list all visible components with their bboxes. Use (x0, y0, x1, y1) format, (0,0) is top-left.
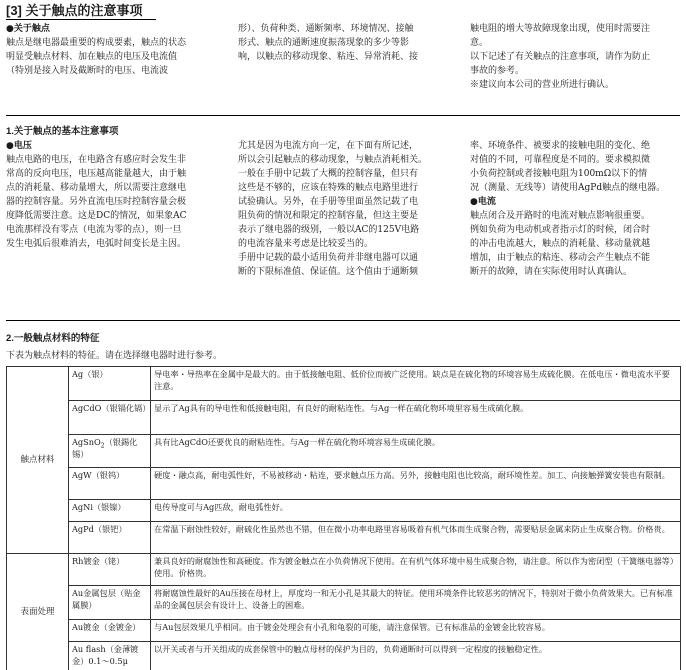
section-1-column-3 (470, 139, 665, 279)
material-description: 硬度・融点高，耐电弧性好，不易被移动・粘连，要求触点压力高。另外，接触电阻也比较高，耐环境性差。加工、向接触弹簧安装也有限制。 (151, 468, 681, 500)
text-line: 触电阻的增大等故障现象出现，使用时需要注 (470, 24, 651, 34)
table-row (7, 401, 681, 435)
text-line: （特别是接入时及截断时的电压、电流波 (6, 66, 169, 76)
text-line: 所以会引起触点的移动现象，与触点消耗相关。 (238, 155, 428, 165)
text-line: 率、环境条件、被要求的接触电阻的变化、绝 (470, 141, 651, 151)
text-line: 尤其是因为电流方向一定，在下面有所记述， (238, 141, 419, 151)
text-line: 响，以触点的移动现象、粘连、异常消耗、接 (238, 52, 419, 62)
material-description: 具有比AgCdO还要优良的耐粘连性。与Ag一样在硫化物环境容易生成硫化膜。 (151, 435, 681, 468)
text-line: 发生电弧后很难消去，电弧时间变长是主因。 (6, 239, 187, 249)
material-description: 显示了Ag具有的导电性和低接触电阻，有良好的耐粘连性。与Ag一样在硫化物环境里容易生成硫化膜。 (151, 401, 681, 435)
text-line: 意。 (470, 38, 489, 48)
text-line: 增加，由于触点的粘连、移动会产生触点不能 (470, 253, 651, 263)
table-row (7, 367, 681, 401)
text-line: 对值的不同，可靠程度是不同的。要求模拟微 (470, 155, 651, 165)
material-name: AgPd（银钯） (69, 522, 151, 554)
text-line: 的电流容量来考虑是比较妥当的。 (238, 239, 374, 249)
text-line: 触点是继电器最重要的构成要素，触点的状态 (6, 38, 187, 48)
table-row (7, 586, 681, 620)
section-1-column-2 (238, 139, 427, 279)
material-name: Au金属包层（贴金属膜） (69, 586, 151, 620)
current-heading: ●电流 (470, 197, 496, 207)
intro-column-2 (238, 22, 418, 64)
text-line: 电流那样没有零点（电流为零的点），则一旦 (6, 225, 182, 235)
text-line: 小负荷控制或者接触电阻为100mΩ以下的情 (470, 169, 648, 179)
section-2-title: 2.一般触点材料的特征 (6, 333, 100, 344)
text-line: 形）、负荷种类、通断频率、环境情况、接触 (238, 24, 414, 34)
text-line: 一般在手册中记载了大概的控制容量，但只有 (238, 169, 419, 179)
material-description: 将耐腐蚀性最好的Au压接在母材上，厚度均一和无小孔是其最大的特征。使用环境条件比较恶劣的情况下，特别对于微小负荷效果大。已有标准品的金属包层会有设计上、设备上的困难。 (151, 586, 681, 620)
text-line: 触点电路的电压，在电路含有感应时会发生非 (6, 155, 187, 165)
table-row (7, 620, 681, 642)
table-row (7, 522, 681, 554)
material-name: AgNi（银镍） (69, 500, 151, 522)
table-row (7, 500, 681, 522)
table-row (7, 468, 681, 500)
intro-column-1 (6, 22, 186, 78)
text-line: 试验确认。另外，在手册等里面虽然记载了电 (238, 197, 419, 207)
text-line: 触点闭合及开路时的电流对触点影响很重要。 (470, 211, 651, 221)
material-name: AgW（银钨） (69, 468, 151, 500)
material-description: 电传导度可与Ag匹敌，耐电弧性好。 (151, 500, 681, 522)
material-name: Rh镀金（铑） (69, 554, 151, 586)
group-label-surface-treatment: 表面处理 (7, 554, 69, 670)
section-1-column-1 (6, 139, 187, 251)
table-row (7, 554, 681, 586)
material-name: Au flash（金薄镀金）0.1～0.5μ (69, 642, 151, 670)
material-description: 导电率・导热率在金属中是最大的。由于低接触电阻、低价位而被广泛使用。缺点是在硫化物的环境容易生成硫化膜。在低电压・微电流水平要注意。 (151, 367, 681, 401)
text-line: 手册中记载的最小适用负荷并非继电器可以通 (238, 253, 419, 263)
material-description: 以开关或者与开关组成的成套保管中的触点母材的保护为目的，负荷通断时可以得到一定程度的接触稳定性。 (151, 642, 681, 670)
text-line: 形式、触点的通断速度振荡现象的多少等影 (238, 38, 410, 48)
text-line: 以下记述了有关触点的注意事项，请作为防止 (470, 52, 651, 62)
text-line: 器的控制容量。另外直流电压时控制容量会极 (6, 197, 187, 207)
text-line: 这些是不够的，应该在特殊的触点电路里进行 (238, 183, 419, 193)
intro-column-3 (470, 22, 650, 92)
material-description: 在常温下耐蚀性较好，耐硫化性虽然也不错，但在微小功率电路里容易吸着有机气体而生成聚合物，需要贴层金属来防止生成聚合物。价格贵。 (151, 522, 681, 554)
text-line: 的冲击电流越大，触点的消耗量、移动量就越 (470, 239, 651, 249)
table-row (7, 642, 681, 670)
material-description: 兼具良好的耐腐蚀性和高硬度。作为镀金触点在小负荷情况下使用。在有机气体环境中易生成聚合物，请注意。所以作为密闭型（干簧继电器等）使用。价格贵。 (151, 554, 681, 586)
table-row (7, 435, 681, 468)
page-title: [3] 关于触点的注意事项 (6, 2, 156, 20)
text-line: ※建议向本公司的营业所进行确认。 (470, 80, 615, 90)
material-description: 与Au包层效果几乎相同。由于镀金处理会有小孔和龟裂的可能，请注意保管。已有标准品的金镀金比较容易。 (151, 620, 681, 642)
group-label-contact-material: 触点材料 (7, 367, 69, 554)
text-line: 断开的故障，请在实际使用时认真确认。 (470, 267, 633, 277)
text-line: 明显受触点材料、加在触点的电压及电流值 (6, 52, 178, 62)
material-name: AgSnO$_2$（银錫化锡） (69, 435, 151, 468)
table-intro: 下表为触点材料的特征。请在选择继电器时进行参考。 (6, 351, 223, 361)
material-name: Ag（银） (69, 367, 151, 401)
material-name: AgCdO（银镉化镉） (69, 401, 151, 435)
text-line: 例如负荷为电动机或者指示灯的时候，闭合时 (470, 225, 651, 235)
material-name: Au镀金（金镀金） (69, 620, 151, 642)
text-line: 断的下限标准值、保证值。这个值由于通断频 (238, 267, 419, 277)
divider (6, 320, 680, 321)
text-line: 点的消耗量、移动量增大，所以需要注意继电 (6, 183, 187, 193)
text-line: 度降低需要注意。这是DC的情况，如果象AC (6, 211, 187, 221)
text-line: 表示了继电器的级别，一般以AC的125V电路 (238, 225, 420, 235)
section-1-title: 1.关于触点的基本注意事项 (6, 126, 119, 137)
intro-heading: ●关于触点 (6, 24, 50, 34)
text-line: 常高的反向电压，电压越高能量越大，由于触 (6, 169, 187, 179)
text-line: 事故的参考。 (470, 66, 525, 76)
divider (6, 115, 680, 116)
voltage-heading: ●电压 (6, 141, 32, 151)
text-line: 况（测量、无线等）请使用AgPd触点的继电器。 (470, 183, 666, 193)
contact-material-table (6, 366, 681, 670)
text-line: 阻负荷的情况和限定的控制容量，但这主要是 (238, 211, 419, 221)
